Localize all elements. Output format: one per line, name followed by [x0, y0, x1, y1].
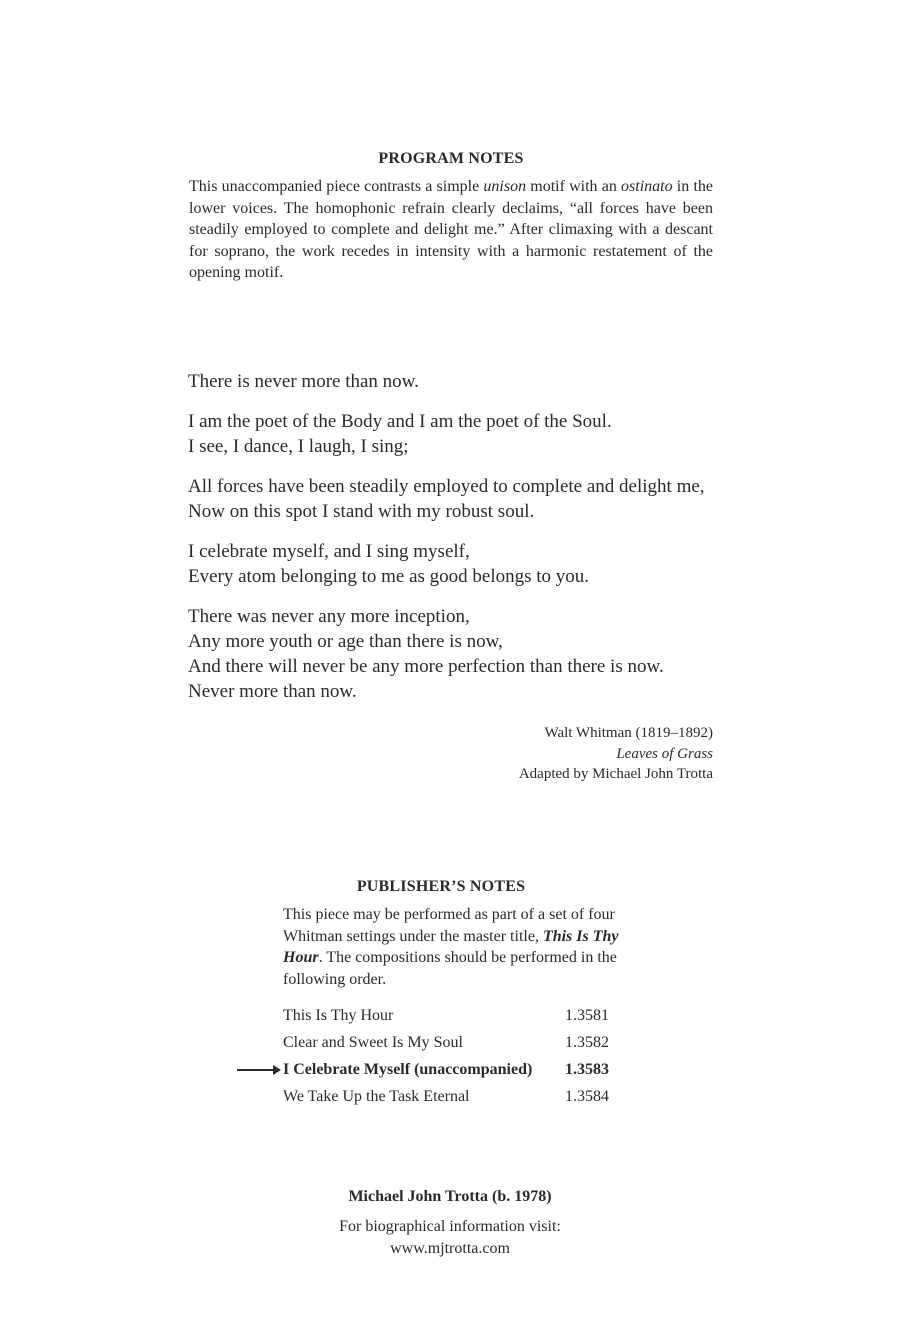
- program-notes-section: [189, 150, 713, 284]
- order-item: [283, 1056, 609, 1083]
- poem-line: I see, I dance, I laugh, I sing;: [188, 436, 409, 457]
- program-notes-heading: PROGRAM NOTES: [378, 150, 524, 167]
- attribution-adapted: Adapted by Michael John Trotta: [518, 766, 713, 782]
- poem-stanza: [188, 369, 728, 394]
- poem-line: Now on this spot I stand with my robust soul.: [188, 501, 535, 522]
- order-item-number: 1.3582: [565, 1034, 609, 1051]
- poem-line: I am the poet of the Body and I am the poet of the Soul.: [188, 411, 612, 432]
- poem-text: [188, 369, 728, 719]
- composer-name: Michael John Trotta (b. 1978): [348, 1188, 552, 1205]
- poem-stanza: [188, 474, 728, 524]
- poem-line: There is never more than now.: [188, 371, 419, 392]
- order-item: [283, 1083, 609, 1110]
- composer-bio-prompt: For biographical information visit:: [339, 1218, 561, 1235]
- arrow-right-icon: [237, 1069, 275, 1071]
- order-item-title: Clear and Sweet Is My Soul: [283, 1034, 463, 1051]
- order-item: [283, 1002, 609, 1029]
- poem-line: And there will never be any more perfection than there is now.: [188, 656, 664, 677]
- attribution-author: Walt Whitman (1819–1892): [544, 725, 713, 741]
- poem-attribution: [519, 723, 713, 785]
- composer-website: www.mjtrotta.com: [390, 1239, 510, 1257]
- poem-line: There was never any more inception,: [188, 606, 470, 627]
- poem-line: Never more than now.: [188, 681, 357, 702]
- publishers-notes-section: [283, 878, 619, 1110]
- publishers-notes-heading: PUBLISHER’S NOTES: [356, 878, 526, 895]
- poem-stanza: [188, 604, 728, 704]
- order-item-number: 1.3584: [565, 1088, 609, 1105]
- poem-line: All forces have been steadily employed to complete and delight me,: [188, 476, 705, 497]
- poem-stanza: [188, 539, 728, 589]
- order-item-number: 1.3583: [565, 1061, 609, 1078]
- publishers-notes-intro: This piece may be performed as part of a set of four Whitman settings under the master title, This Is Thy Hour. The compositions should be performed in the following order.: [283, 906, 619, 988]
- master-title: This Is Thy Hour: [283, 927, 619, 966]
- poem-line: Every atom belonging to me as good belongs to you.: [188, 566, 590, 587]
- order-item-title: I Celebrate Myself (unaccompanied): [283, 1061, 533, 1078]
- composer-section: [0, 1186, 900, 1259]
- order-item-number: 1.3581: [565, 1007, 609, 1024]
- program-notes-text: This unaccompanied piece contrasts a simple unison motif with an ostinato in the lower voices. The homophonic refrain clearly declaims, “all forces have been steadily employed to complete and delight me.” After climaxing with a descant for soprano, the work recedes in intensity with a harmonic restatement of the opening motif.: [189, 178, 713, 281]
- unison-term: unison: [483, 178, 527, 195]
- poem-line: I celebrate myself, and I sing myself,: [188, 541, 470, 562]
- order-item: [283, 1029, 609, 1056]
- order-item-title: We Take Up the Task Eternal: [283, 1088, 470, 1105]
- performance-order-list: [283, 1002, 619, 1110]
- poem-stanza: [188, 409, 728, 459]
- poem-line: Any more youth or age than there is now,: [188, 631, 503, 652]
- ostinato-term: ostinato: [621, 178, 673, 195]
- order-item-title: This Is Thy Hour: [283, 1007, 394, 1024]
- attribution-source: Leaves of Grass: [616, 745, 713, 762]
